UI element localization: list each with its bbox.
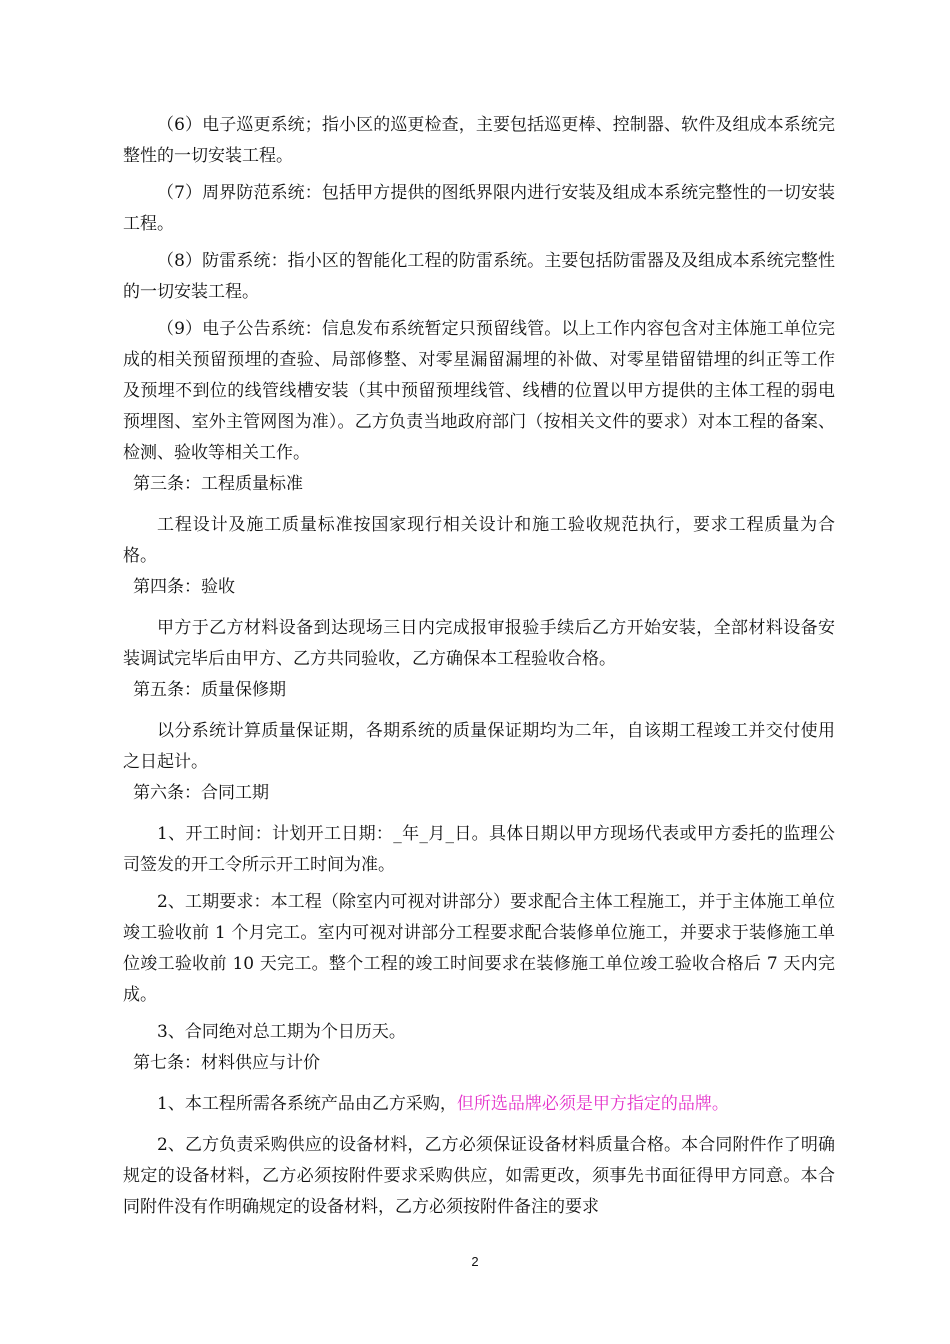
- para-acceptance: 甲方于乙方材料设备到达现场三日内完成报审报验手续后乙方开始安装，全部材料设备安装调试完毕后由甲方、乙方共同验收，乙方确保本工程验收合格。: [123, 618, 835, 669]
- para-8-lightning: （8）防雷系统：指小区的智能化工程的防雷系统。主要包括防雷器及及组成本系统完整性的一切安装工程。: [123, 251, 835, 302]
- para-7-perimeter: （7）周界防范系统：包括甲方提供的图纸界限内进行安装及组成本系统完整性的一切安装工程。: [123, 183, 835, 234]
- heading-article-6: 第六条：合同工期: [133, 783, 269, 803]
- para-total-period: 3、合同绝对总工期为个日历天。: [157, 1022, 406, 1042]
- procurement-text: 1、本工程所需各系统产品由乙方采购，: [157, 1094, 457, 1114]
- para-9-bulletin: （9）电子公告系统：信息发布系统暂定只预留线管。以上工作内容包含对主体施工单位完成的相关预留预埋的查验、局部修整、对零星漏留漏埋的补做、对零星错留错埋的纠正等工作及预埋不到位的线管线槽安装（其中预留预埋线管、线槽的位置以甲方提供的主体工程的弱电预埋图、室外主管网图为准）。乙方负责当地政府部门（按相关文件的要求）对本工程的备案、检测、验收等相关工作。: [123, 319, 835, 463]
- document-body: [123, 110, 835, 1223]
- page-number: 2: [471, 1254, 479, 1269]
- heading-article-7: 第七条：材料供应与计价: [133, 1053, 320, 1073]
- heading-article-5: 第五条：质量保修期: [133, 680, 286, 700]
- para-quality-standard: 工程设计及施工质量标准按国家现行相关设计和施工验收规范执行，要求工程质量为合格。: [123, 515, 835, 566]
- heading-article-4: 第四条：验收: [133, 577, 235, 597]
- para-schedule: 2、工期要求：本工程（除室内可视对讲部分）要求配合主体工程施工，并于主体施工单位竣工验收前 1 个月完工。室内可视对讲部分工程要求配合装修单位施工，并要求于装修施工单位竣工验收前 10 天完工。整个工程的竣工时间要求在装修施工单位竣工验收合格后 7 天内完成。: [123, 892, 835, 1005]
- para-6-intercom-patrol: （6）电子巡更系统；指小区的巡更检查，主要包括巡更棒、控制器、软件及组成本系统完整性的一切安装工程。: [123, 115, 835, 166]
- para-start-time: 1、开工时间：计划开工日期：_年_月_日。具体日期以甲方现场代表或甲方委托的监理公司签发的开工令所示开工时间为准。: [123, 824, 835, 875]
- para-warranty: 以分系统计算质量保证期，各期系统的质量保证期均为二年，自该期工程竣工并交付使用之日起计。: [123, 721, 835, 772]
- heading-article-3: 第三条：工程质量标准: [133, 474, 303, 494]
- para-procurement: [123, 1089, 835, 1120]
- procurement-highlight: 但所选品牌必须是甲方指定的品牌。: [456, 1094, 729, 1114]
- para-materials: 2、乙方负责采购供应的设备材料，乙方必须保证设备材料质量合格。本合同附件作了明确规定的设备材料，乙方必须按附件要求采购供应，如需更改，须事先书面征得甲方同意。本合同附件没有作明确规定的设备材料，乙方必须按附件备注的要求: [123, 1135, 835, 1217]
